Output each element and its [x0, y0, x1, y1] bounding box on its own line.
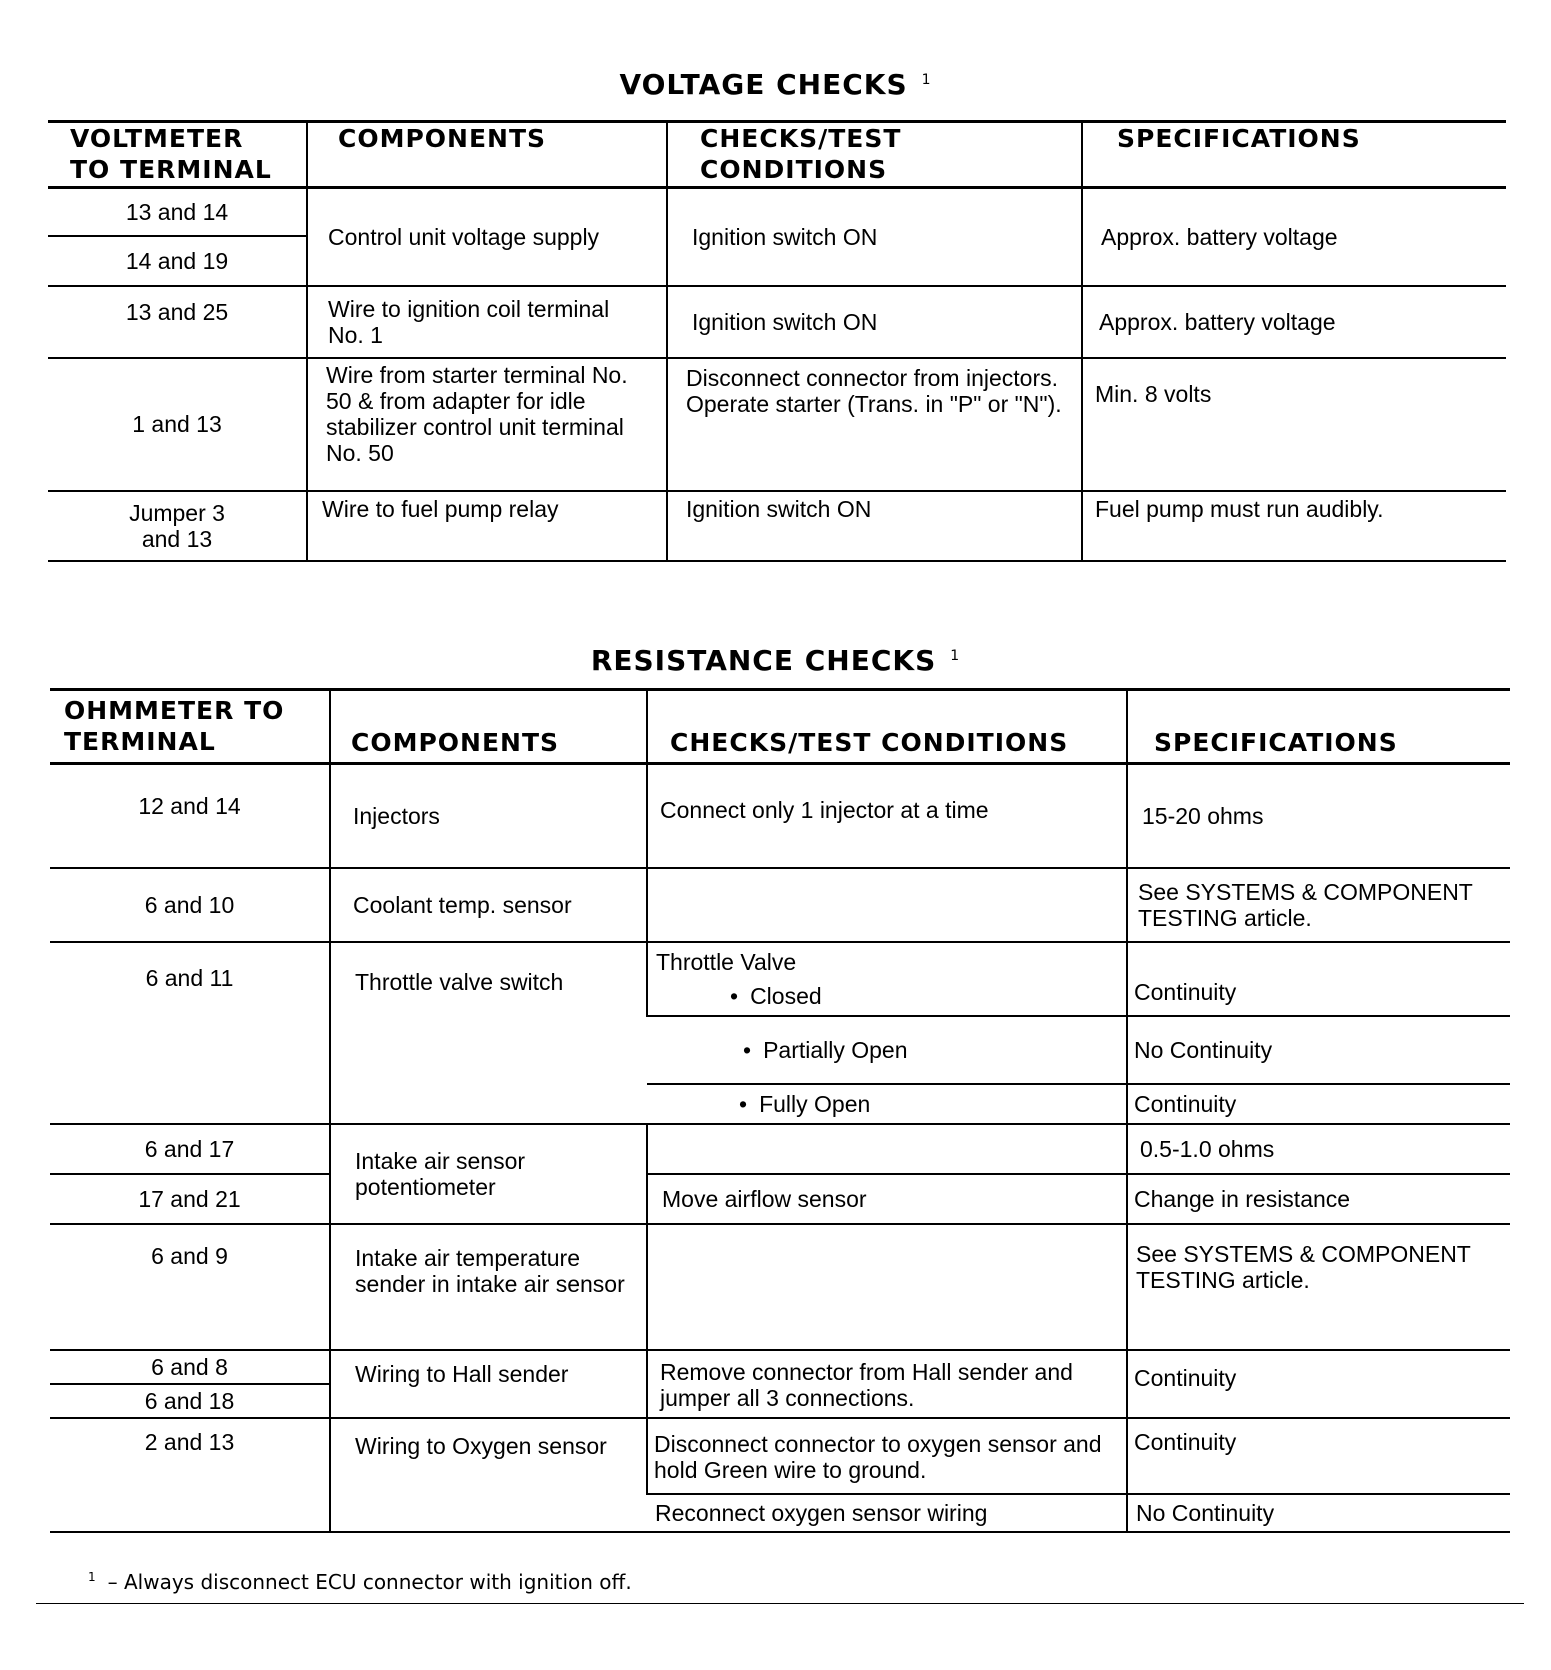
condition-cell: Disconnect connector from injectors. Operate starter (Trans. in "P" or "N").: [667, 358, 1082, 491]
table-row: [50, 1124, 1510, 1174]
terminal-cell: 6 and 10: [50, 868, 330, 942]
component-cell: Throttle valve switch: [330, 942, 647, 1124]
terminal-cell: 13 and 14: [48, 188, 307, 236]
terminal-cell: 2 and 13: [50, 1418, 330, 1532]
condition-cell: [647, 1124, 1127, 1174]
spec-cell: Continuity: [1127, 1084, 1510, 1124]
spec-cell: Fuel pump must run audibly.: [1082, 491, 1506, 561]
table-row: [48, 188, 1506, 236]
throttle-heading: Throttle Valve: [656, 948, 797, 975]
table-row: [50, 764, 1510, 868]
condition-cell: Disconnect connector to oxygen sensor and hold Green wire to ground.: [647, 1418, 1127, 1494]
voltage-title-note: 1: [921, 72, 932, 88]
resistance-checks-title: [0, 644, 1551, 677]
component-cell: Coolant temp. sensor: [330, 868, 647, 942]
throttle-state-partial: • Partially Open: [665, 1037, 908, 1063]
condition-cell: [647, 942, 1127, 1016]
terminal-cell: 14 and 19: [48, 236, 307, 286]
component-cell: Wire from starter terminal No. 50 & from adapter for idle stabilizer control unit terminal No. 50: [307, 358, 667, 491]
component-cell: Control unit voltage supply: [307, 188, 667, 286]
spec-cell: Continuity: [1127, 942, 1510, 1016]
condition-cell: [647, 1016, 1127, 1084]
bottom-rule: [36, 1603, 1524, 1604]
voltage-checks-title: [0, 68, 1551, 101]
component-cell: Wiring to Oxygen sensor: [330, 1418, 647, 1532]
table-row: [50, 1224, 1510, 1350]
condition-cell: Ignition switch ON: [667, 491, 1082, 561]
spec-cell: 0.5-1.0 ohms: [1127, 1124, 1510, 1174]
spec-cell: Approx. battery voltage: [1082, 188, 1506, 286]
terminal-cell: 12 and 14: [50, 764, 330, 868]
condition-cell: Ignition switch ON: [667, 188, 1082, 286]
spec-cell: Change in resistance: [1127, 1174, 1510, 1224]
footnote: [88, 1570, 632, 1594]
terminal-cell: 6 and 17: [50, 1124, 330, 1174]
column-header: SPECIFICATIONS: [1127, 690, 1510, 764]
resistance-checks-table: [50, 688, 1510, 1533]
spec-cell: Approx. battery voltage: [1082, 286, 1506, 358]
column-header: COMPONENTS: [330, 690, 647, 764]
table-header-row: [48, 122, 1506, 188]
condition-cell: [647, 1224, 1127, 1350]
component-cell: Intake air sensor potentiometer: [330, 1124, 647, 1224]
voltage-title-text: VOLTAGE CHECKS: [619, 68, 908, 101]
condition-cell: [647, 868, 1127, 942]
column-header: OHMMETER TO TERMINAL: [50, 690, 330, 764]
spec-cell: No Continuity: [1127, 1494, 1510, 1532]
spec-cell: 15-20 ohms: [1127, 764, 1510, 868]
component-cell: Wire to ignition coil terminal No. 1: [307, 286, 667, 358]
table-header-row: [50, 690, 1510, 764]
terminal-cell: 6 and 9: [50, 1224, 330, 1350]
terminal-cell: 6 and 18: [50, 1384, 330, 1418]
column-header: CHECKS/TEST CONDITIONS: [647, 690, 1127, 764]
condition-cell: [647, 1084, 1127, 1124]
table-row: [50, 1418, 1510, 1494]
spec-cell: No Continuity: [1127, 1016, 1510, 1084]
terminal-cell: 6 and 11: [50, 942, 330, 1124]
condition-cell: Connect only 1 injector at a time: [647, 764, 1127, 868]
resistance-title-note: 1: [950, 648, 961, 664]
column-header: COMPONENTS: [307, 122, 667, 188]
resistance-title-text: RESISTANCE CHECKS: [590, 644, 937, 677]
terminal-cell: Jumper 3 and 13: [48, 491, 307, 561]
throttle-state-closed: • Closed: [656, 979, 822, 1013]
table-row: [48, 358, 1506, 491]
column-header: SPECIFICATIONS: [1082, 122, 1506, 188]
condition-cell: Reconnect oxygen sensor wiring: [647, 1494, 1127, 1532]
spec-cell: Continuity: [1127, 1418, 1510, 1494]
terminal-cell: 6 and 8: [50, 1350, 330, 1384]
table-row: [50, 1350, 1510, 1384]
table-row: [50, 942, 1510, 1016]
column-header: CHECKS/TEST CONDITIONS: [667, 122, 1082, 188]
throttle-state-fully-open: • Fully Open: [665, 1091, 870, 1117]
spec-cell: See SYSTEMS & COMPONENT TESTING article.: [1127, 1224, 1510, 1350]
spec-cell: Continuity: [1127, 1350, 1510, 1418]
table-row: [50, 868, 1510, 942]
table-row: [50, 1174, 1510, 1224]
spec-cell: See SYSTEMS & COMPONENT TESTING article.: [1127, 868, 1510, 942]
footnote-text: – Always disconnect ECU connector with ignition off.: [107, 1570, 632, 1594]
footnote-mark: 1: [88, 1570, 96, 1585]
voltage-checks-table: [48, 120, 1506, 562]
column-header: VOLTMETER TO TERMINAL: [48, 122, 307, 188]
condition-cell: Remove connector from Hall sender and jumper all 3 connections.: [647, 1350, 1127, 1418]
terminal-cell: 17 and 21: [50, 1174, 330, 1224]
terminal-cell: 1 and 13: [48, 358, 307, 491]
condition-cell: Move airflow sensor: [647, 1174, 1127, 1224]
condition-cell: Ignition switch ON: [667, 286, 1082, 358]
spec-cell: Min. 8 volts: [1082, 358, 1506, 491]
component-cell: Intake air temperature sender in intake air sensor: [330, 1224, 647, 1350]
table-row: [48, 286, 1506, 358]
table-row: [48, 491, 1506, 561]
component-cell: Injectors: [330, 764, 647, 868]
component-cell: Wiring to Hall sender: [330, 1350, 647, 1418]
component-cell: Wire to fuel pump relay: [307, 491, 667, 561]
terminal-cell: 13 and 25: [48, 286, 307, 358]
